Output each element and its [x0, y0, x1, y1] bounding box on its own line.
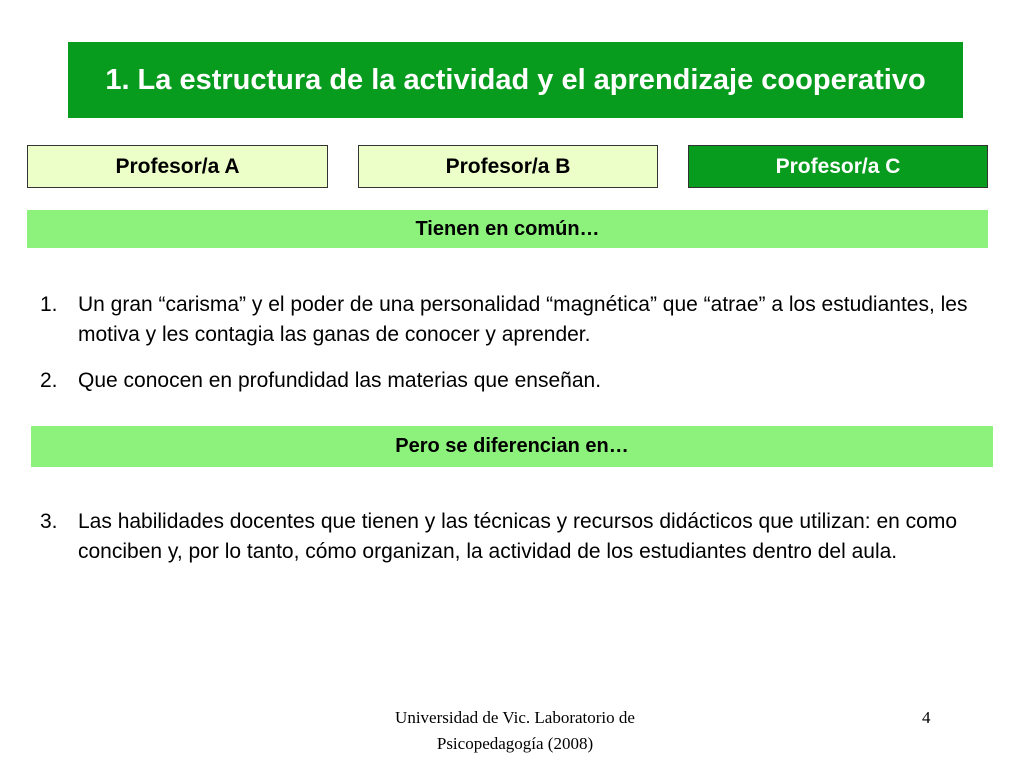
teacher-a-box: Profesor/a A [27, 145, 328, 188]
list-item [40, 507, 990, 567]
common-list [40, 290, 990, 396]
item-text: Las habilidades docentes que tienen y las técnicas y recursos didácticos que utilizan: en como conciben y, por lo tanto, cómo organizan, la actividad de los estudiantes dentro del aula. [78, 510, 958, 563]
item-number: 1. [40, 293, 58, 316]
teacher-c-box: Profesor/a C [688, 145, 988, 188]
list-item [40, 290, 990, 350]
item-text: Que conocen en profundidad las materias que enseñan. [78, 369, 602, 392]
item-number: 3. [40, 510, 58, 533]
item-text: Un gran “carisma” y el poder de una personalidad “magnética” que “atrae” a los estudiantes, les motiva y les contagia las ganas de conocer y aprender. [78, 293, 968, 346]
page-number: 4 [922, 708, 931, 727]
common-heading: Tienen en común… [27, 210, 988, 248]
item-number: 2. [40, 369, 58, 392]
footer-text: Universidad de Vic. Laboratorio de Psicopedagogía (2008) [395, 708, 635, 753]
slide-title: 1. La estructura de la actividad y el aprendizaje cooperativo [68, 42, 963, 118]
list-item [40, 366, 990, 396]
teacher-b-box: Profesor/a B [358, 145, 658, 188]
differences-list [40, 507, 990, 567]
differences-heading: Pero se diferencian en… [31, 426, 993, 467]
